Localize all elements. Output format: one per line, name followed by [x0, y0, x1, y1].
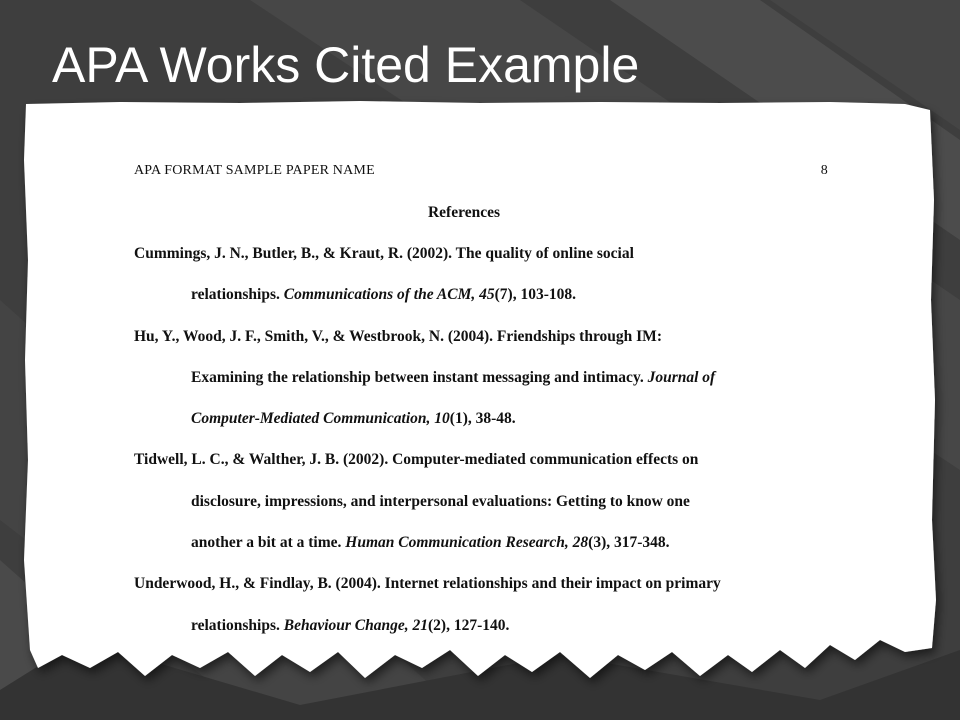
- references-heading: References: [427, 204, 500, 221]
- journal-title: Computer-Mediated Communication, 10: [191, 410, 450, 428]
- reference-line: relationships. Behaviour Change, 21(2), 127-140.: [191, 616, 510, 634]
- reference-line: Cummings, J. N., Butler, B., & Kraut, R. (2002). The quality of online social: [134, 245, 634, 262]
- reference-page: [134, 150, 834, 646]
- reference-entry: [134, 439, 834, 563]
- reference-line: disclosure, impressions, and interpersonal evaluations: Getting to know one: [191, 492, 690, 510]
- reference-entry: [134, 233, 834, 316]
- journal-title: Journal of: [647, 368, 716, 386]
- reference-line: Examining the relationship between instant messaging and intimacy. Journal of: [191, 368, 716, 386]
- running-head-title: APA FORMAT SAMPLE PAPER NAME: [134, 163, 375, 178]
- running-head: [134, 150, 834, 192]
- reference-line: another a bit at a time. Human Communication Research, 28(3), 317-348.: [191, 534, 670, 552]
- journal-title: Behaviour Change, 21: [283, 616, 429, 634]
- reference-line: Underwood, H., & Findlay, B. (2004). Internet relationships and their impact on primary: [134, 575, 721, 593]
- reference-line: Tidwell, L. C., & Walther, J. B. (2002). Computer-mediated communication effects on: [134, 451, 699, 469]
- journal-title: Human Communication Research, 28: [345, 534, 589, 552]
- reference-entry: [134, 316, 834, 440]
- reference-line: Hu, Y., Wood, J. F., Smith, V., & Westbrook, N. (2004). Friendships through IM:: [134, 327, 662, 345]
- journal-title: Communications of the ACM, 45: [283, 286, 495, 304]
- slide-title: APA Works Cited Example: [52, 37, 640, 93]
- reference-line: relationships. Communications of the ACM, 45(7), 103-108.: [191, 286, 576, 304]
- reference-line: Computer-Mediated Communication, 10(1), 38-48.: [191, 410, 516, 428]
- reference-entry: [134, 563, 834, 646]
- page-number: 8: [820, 163, 828, 178]
